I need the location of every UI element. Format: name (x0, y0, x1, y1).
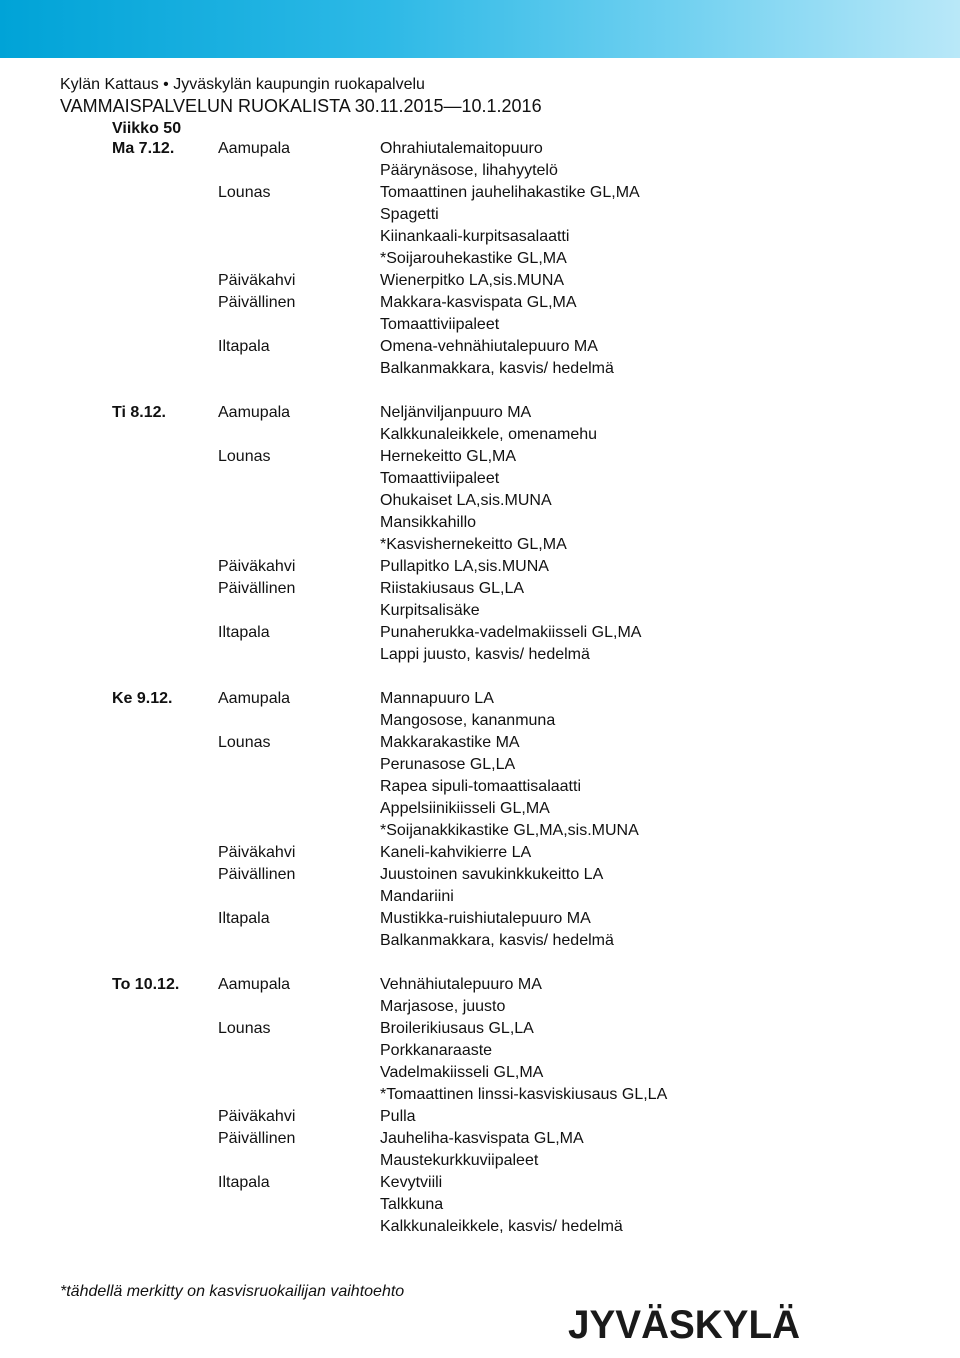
meal-items (380, 864, 603, 908)
meal-label: Päiväkahvi (218, 558, 296, 575)
menu-item: Porkkanaraaste (380, 1042, 493, 1059)
meal-label: Iltapala (218, 1174, 270, 1191)
meal-label: Aamupala (218, 404, 291, 421)
meal-items (380, 578, 524, 622)
meal-label: Iltapala (218, 910, 270, 927)
meal-row (112, 622, 892, 666)
meal-label: Päivällinen (218, 580, 296, 597)
meal-row (112, 578, 892, 622)
day-label (112, 1106, 218, 1128)
day-label (112, 1018, 218, 1106)
menu-item: Maustekurkkuviipaleet (380, 1152, 539, 1169)
menu-item: Broilerikiusaus GL,LA (380, 1020, 534, 1037)
meal-items (380, 556, 549, 578)
meal-items (380, 622, 641, 666)
day-label (112, 1172, 218, 1238)
menu-item: Makkarakastike MA (380, 734, 520, 751)
logo-wordmark: JYVÄSKYLÄ (568, 1303, 800, 1344)
footnote: *tähdellä merkitty on kasvisruokailijan vaihtoehto (60, 1283, 405, 1300)
meal-label: Iltapala (218, 338, 270, 355)
meal-row (112, 556, 892, 578)
menu-item: *Tomaattinen linssi-kasviskiusaus GL,LA (380, 1086, 668, 1103)
day-label (112, 556, 218, 578)
day-label (112, 864, 218, 908)
day-label (112, 1128, 218, 1172)
meal-label: Aamupala (218, 140, 291, 157)
menu-item: Marjasose, juusto (380, 998, 506, 1015)
meal-row (112, 292, 892, 336)
day-block (112, 974, 892, 1238)
menu-item: Wienerpitko LA,sis.MUNA (380, 272, 565, 289)
menu-item: Makkara-kasvispata GL,MA (380, 294, 577, 311)
meal-items (380, 446, 567, 556)
day-label (112, 182, 218, 270)
meal-items (380, 292, 577, 336)
day-label (112, 336, 218, 380)
meal-items (380, 1172, 623, 1238)
day-block (112, 402, 892, 666)
menu-item: Kurpitsalisäke (380, 602, 480, 619)
day-label: Ke 9.12. (112, 690, 173, 707)
menu-item: Vehnähiutalepuuro MA (380, 976, 542, 993)
menu-item: Kiinankaali-kurpitsasalaatti (380, 228, 570, 245)
menu-item: Omena-vehnähiutalepuuro MA (380, 338, 598, 355)
menu-item: Tomaattinen jauhelihakastike GL,MA (380, 184, 640, 201)
menu-item: Pullapitko LA,sis.MUNA (380, 558, 549, 575)
menu-item: Tomaattiviipaleet (380, 316, 500, 333)
meal-items (380, 336, 614, 380)
meal-row (112, 1128, 892, 1172)
menu-item: Mansikkahillo (380, 514, 477, 531)
meal-row (112, 138, 892, 182)
meal-label: Lounas (218, 448, 271, 465)
meal-row (112, 336, 892, 380)
menu-item: Appelsiinikiisseli GL,MA (380, 800, 550, 817)
meal-row (112, 974, 892, 1018)
meal-label: Aamupala (218, 976, 291, 993)
meal-label: Iltapala (218, 624, 270, 641)
meal-items (380, 908, 614, 952)
meal-label: Päiväkahvi (218, 844, 296, 861)
menu-item: *Kasvishernekeitto GL,MA (380, 536, 567, 553)
meal-label: Päivällinen (218, 1130, 296, 1147)
meal-row (112, 842, 892, 864)
menu-item: Päärynäsose, lihahyytelö (380, 162, 558, 179)
day-block (112, 688, 892, 952)
meal-row (112, 908, 892, 952)
menu-item: Neljänviljanpuuro MA (380, 404, 532, 421)
day-label (112, 842, 218, 864)
menu-item: Riistakiusaus GL,LA (380, 580, 525, 597)
menu-item: Talkkuna (380, 1196, 444, 1213)
meal-label: Aamupala (218, 690, 291, 707)
meal-items (380, 1018, 667, 1106)
meal-row (112, 402, 892, 446)
jyvaskyla-logo (568, 1296, 800, 1344)
meal-row (112, 446, 892, 556)
menu-item: *Soijanakkikastike GL,MA,sis.MUNA (380, 822, 639, 839)
menu-item: Punaherukka-vadelmakiisseli GL,MA (380, 624, 642, 641)
meal-row (112, 688, 892, 732)
meal-items (380, 732, 639, 842)
meal-items (380, 974, 542, 1018)
menu-item: Kaneli-kahvikierre LA (380, 844, 532, 861)
meal-label: Päiväkahvi (218, 272, 296, 289)
menu-item: Pulla (380, 1108, 416, 1125)
menu-item: Mandariini (380, 888, 454, 905)
menu-item: Jauheliha-kasvispata GL,MA (380, 1130, 584, 1147)
menu-item: Juustoinen savukinkkukeitto LA (380, 866, 604, 883)
meal-label: Päiväkahvi (218, 1108, 296, 1125)
document-title: VAMMAISPALVELUN RUOKALISTA 30.11.2015—10.1.2016 (60, 96, 542, 116)
menu-item: Lappi juusto, kasvis/ hedelmä (380, 646, 590, 663)
meal-items (380, 688, 555, 732)
weekly-menu (112, 138, 892, 1260)
meal-items (380, 1106, 416, 1128)
day-label (112, 622, 218, 666)
meal-items (380, 402, 597, 446)
menu-item: Kalkkunaleikkele, kasvis/ hedelmä (380, 1218, 623, 1235)
menu-item: Tomaattiviipaleet (380, 470, 500, 487)
day-label (112, 292, 218, 336)
menu-item: Mustikka-ruishiutalepuuro MA (380, 910, 591, 927)
menu-item: *Soijarouhekastike GL,MA (380, 250, 567, 267)
meal-items (380, 842, 531, 864)
menu-item: Spagetti (380, 206, 439, 223)
day-label (112, 732, 218, 842)
day-label: Ma 7.12. (112, 140, 175, 157)
meal-row (112, 270, 892, 292)
menu-item: Hernekeitto GL,MA (380, 448, 517, 465)
week-label: Viikko 50 (112, 120, 182, 137)
meal-label: Lounas (218, 184, 271, 201)
menu-item: Mannapuuro LA (380, 690, 494, 707)
day-label: Ti 8.12. (112, 404, 166, 421)
menu-item: Ohrahiutalemaitopuuro (380, 140, 543, 157)
meal-items (380, 138, 558, 182)
day-label (112, 270, 218, 292)
day-label (112, 908, 218, 952)
menu-item: Balkanmakkara, kasvis/ hedelmä (380, 360, 614, 377)
menu-item: Mangosose, kananmuna (380, 712, 556, 729)
meal-label: Lounas (218, 1020, 271, 1037)
meal-label: Lounas (218, 734, 271, 751)
meal-items (380, 1128, 584, 1172)
meal-items (380, 270, 564, 292)
day-label (112, 578, 218, 622)
menu-item: Vadelmakiisseli GL,MA (380, 1064, 544, 1081)
header-color-band (0, 0, 960, 58)
menu-item: Rapea sipuli-tomaattisalaatti (380, 778, 581, 795)
meal-row (112, 1106, 892, 1128)
menu-item: Perunasose GL,LA (380, 756, 516, 773)
day-label: To 10.12. (112, 976, 180, 993)
menu-item: Ohukaiset LA,sis.MUNA (380, 492, 552, 509)
meal-row (112, 864, 892, 908)
meal-row (112, 732, 892, 842)
meal-row (112, 1018, 892, 1106)
menu-item: Kevytviili (380, 1174, 443, 1191)
menu-item: Kalkkunaleikkele, omenamehu (380, 426, 598, 443)
meal-label: Päivällinen (218, 866, 296, 883)
organization-name: Kylän Kattaus • Jyväskylän kaupungin ruokapalvelu (60, 76, 425, 93)
day-label (112, 446, 218, 556)
menu-item: Balkanmakkara, kasvis/ hedelmä (380, 932, 614, 949)
meal-row (112, 182, 892, 270)
meal-label: Päivällinen (218, 294, 296, 311)
day-block (112, 138, 892, 380)
meal-items (380, 182, 640, 270)
meal-row (112, 1172, 892, 1238)
